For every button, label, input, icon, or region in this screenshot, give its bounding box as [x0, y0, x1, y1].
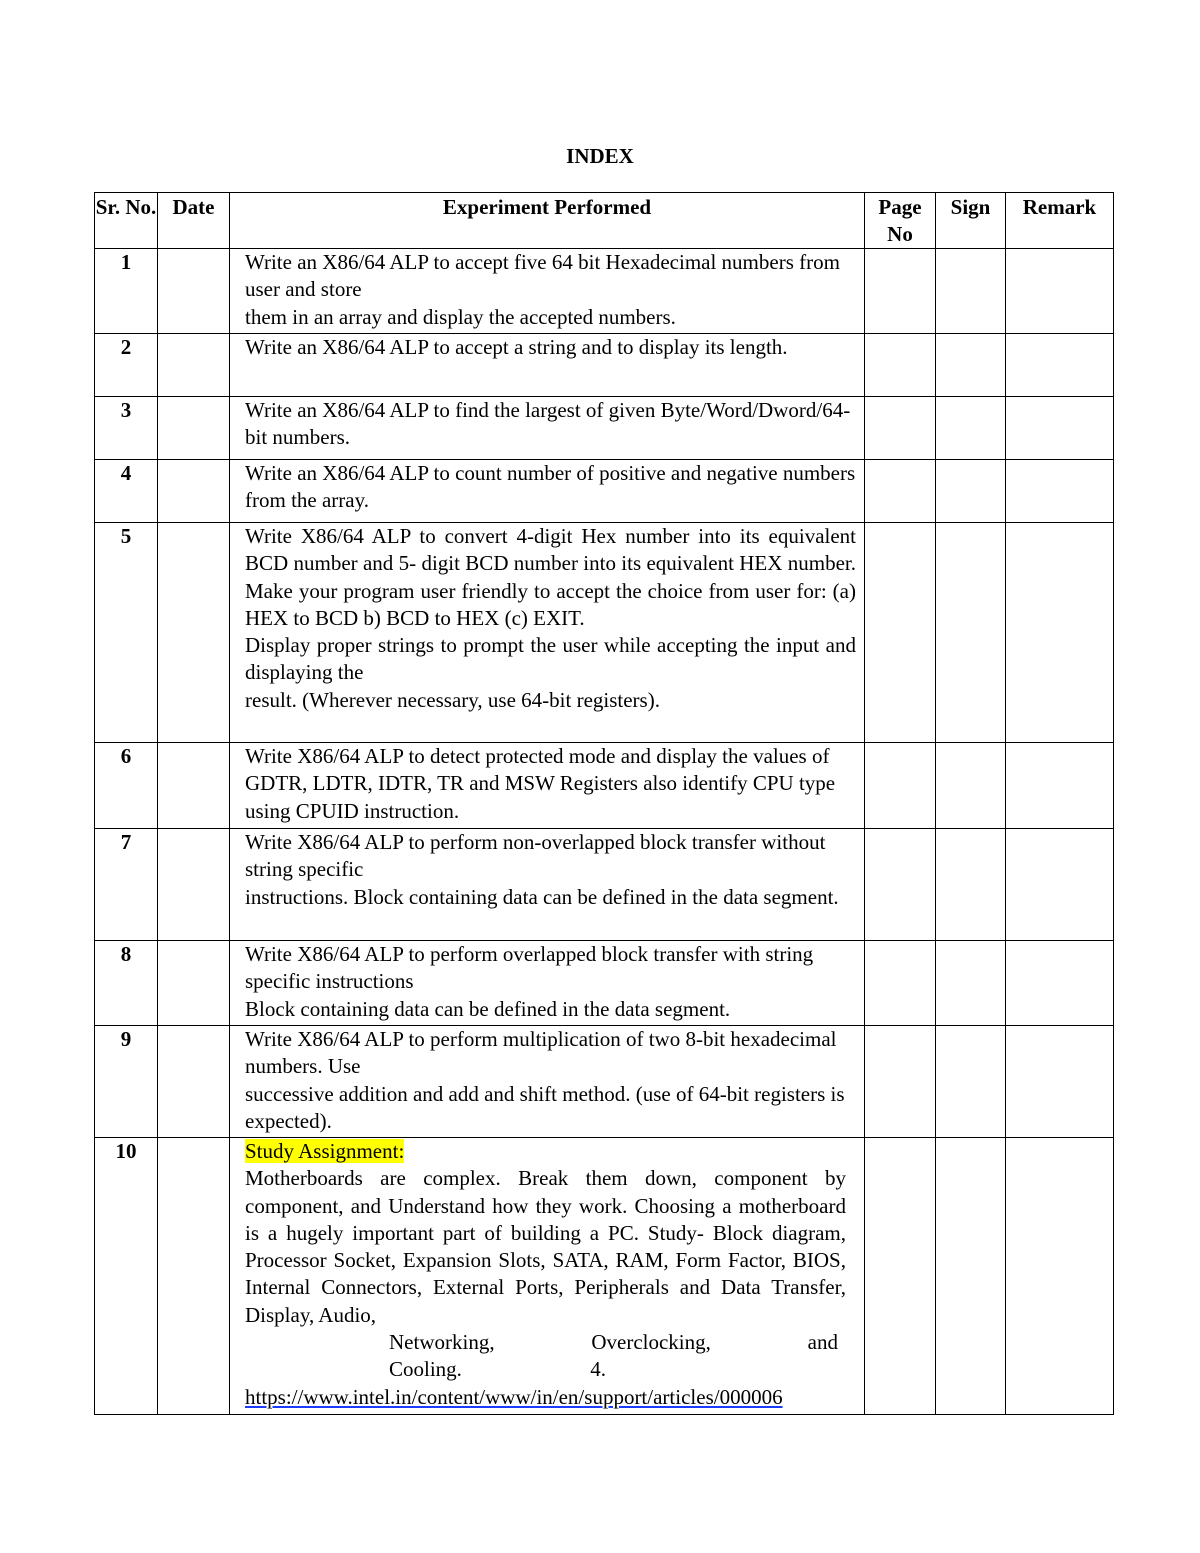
- study-assignment-topics-cont: Cooling. 4.: [389, 1357, 606, 1382]
- remark-cell: [1006, 249, 1114, 334]
- study-assignment-label: Study Assignment:: [245, 1139, 405, 1163]
- sr-no-cell: 3: [95, 397, 158, 460]
- date-cell: [158, 1138, 230, 1415]
- sign-cell: [936, 460, 1006, 523]
- experiment-text: Write X86/64 ALP to convert 4-digit Hex number into its equivalent BCD number and 5- digit BCD number into its equivalent HEX number. Make your program user friendly to accept the choice from user for: (a) HEX to BCD b) BCD to HEX (c) EXIT.: [245, 524, 856, 630]
- sr-no-cell: 1: [95, 249, 158, 334]
- page-no-cell: [865, 743, 936, 829]
- sign-cell: [936, 334, 1006, 397]
- remark-cell: [1006, 334, 1114, 397]
- date-cell: [158, 334, 230, 397]
- intel-support-link[interactable]: https://www.intel.in/content/www/in/en/support/articles/000006: [245, 1384, 783, 1409]
- sign-cell: [936, 1138, 1006, 1415]
- date-cell: [158, 829, 230, 941]
- table-row: [95, 460, 1114, 523]
- header-experiment: Experiment Performed: [230, 193, 865, 249]
- experiment-text: Write X86/64 ALP to perform multiplication of two 8-bit hexadecimal numbers. Use: [245, 1027, 837, 1079]
- page-no-cell: [865, 249, 936, 334]
- sign-cell: [936, 249, 1006, 334]
- study-assignment-topics: Networking, Overclocking, and: [389, 1330, 838, 1355]
- header-page-no: Page No: [865, 193, 936, 249]
- experiment-cell: [230, 1138, 865, 1415]
- table-row: [95, 334, 1114, 397]
- page-no-cell: [865, 829, 936, 941]
- remark-cell: [1006, 829, 1114, 941]
- experiment-text: result. (Wherever necessary, use 64-bit registers).: [245, 687, 660, 712]
- table-row: [95, 941, 1114, 1026]
- experiment-cell: [230, 249, 865, 334]
- page-no-cell: [865, 523, 936, 743]
- header-row: [95, 193, 1114, 249]
- experiment-text: successive addition and add and shift method. (use of 64-bit registers is expected).: [245, 1081, 845, 1133]
- table-row: [95, 523, 1114, 743]
- header-sign: Sign: [936, 193, 1006, 249]
- table-row: [95, 249, 1114, 334]
- sign-cell: [936, 941, 1006, 1026]
- study-assignment-body: Motherboards are complex. Break them down, component by component, and Understand how they work. Choosing a motherboard is a hugely important part of building a PC. Study- Block diagram, Processor Socket, Expansion Slots, SATA, RAM, Form Factor, BIOS, Internal Connectors, External Ports, Peripherals and Data Transfer, Display, Audio,: [245, 1166, 846, 1327]
- sr-no-cell: 2: [95, 334, 158, 397]
- table-row: [95, 1026, 1114, 1138]
- remark-cell: [1006, 460, 1114, 523]
- page-no-cell: [865, 334, 936, 397]
- sign-cell: [936, 1026, 1006, 1138]
- remark-cell: [1006, 1138, 1114, 1415]
- index-table: [94, 192, 1114, 1415]
- experiment-text: instructions. Block containing data can be defined in the data segment.: [245, 884, 839, 909]
- date-cell: [158, 460, 230, 523]
- header-date: Date: [158, 193, 230, 249]
- page-no-cell: [865, 397, 936, 460]
- header-remark: Remark: [1006, 193, 1114, 249]
- sr-no-cell: 5: [95, 523, 158, 743]
- page-no-cell: [865, 460, 936, 523]
- sign-cell: [936, 523, 1006, 743]
- remark-cell: [1006, 743, 1114, 829]
- sr-no-cell: 9: [95, 1026, 158, 1138]
- table-row: [95, 743, 1114, 829]
- experiment-cell: [230, 743, 865, 829]
- sign-cell: [936, 829, 1006, 941]
- experiment-cell: [230, 1026, 865, 1138]
- table-row: [95, 1138, 1114, 1415]
- table-row: [95, 397, 1114, 460]
- date-cell: [158, 743, 230, 829]
- date-cell: [158, 249, 230, 334]
- sign-cell: [936, 743, 1006, 829]
- experiment-cell: [230, 523, 865, 743]
- table-row: [95, 829, 1114, 941]
- experiment-cell: [230, 334, 865, 397]
- experiment-text: Write an X86/64 ALP to accept a string and to display its length.: [245, 335, 788, 359]
- sr-no-cell: 7: [95, 829, 158, 941]
- experiment-cell: [230, 941, 865, 1026]
- date-cell: [158, 523, 230, 743]
- remark-cell: [1006, 941, 1114, 1026]
- experiment-cell: [230, 397, 865, 460]
- experiment-text: Block containing data can be defined in the data segment.: [245, 996, 731, 1021]
- remark-cell: [1006, 397, 1114, 460]
- sr-no-cell: 4: [95, 460, 158, 523]
- remark-cell: [1006, 1026, 1114, 1138]
- page-title: INDEX: [566, 144, 634, 168]
- experiment-text: Write X86/64 ALP to detect protected mode and display the values of GDTR, LDTR, IDTR, TR and MSW Registers also identify CPU type using CPUID instruction.: [245, 744, 836, 823]
- page-no-cell: [865, 1138, 936, 1415]
- sr-no-cell: 8: [95, 941, 158, 1026]
- sr-no-cell: 10: [95, 1138, 158, 1415]
- sign-cell: [936, 397, 1006, 460]
- date-cell: [158, 397, 230, 460]
- sr-no-cell: 6: [95, 743, 158, 829]
- remark-cell: [1006, 523, 1114, 743]
- experiment-cell: [230, 829, 865, 941]
- experiment-text: them in an array and display the accepted numbers.: [245, 304, 676, 329]
- experiment-text: Write an X86/64 ALP to accept five 64 bit Hexadecimal numbers from user and store: [245, 250, 840, 302]
- experiment-text: Display proper strings to prompt the user while accepting the input and displaying the: [245, 633, 856, 685]
- experiment-text: Write X86/64 ALP to perform overlapped block transfer with string specific instructions: [245, 942, 814, 994]
- experiment-cell: [230, 460, 865, 523]
- experiment-text: Write an X86/64 ALP to find the largest of given Byte/Word/Dword/64-bit numbers.: [245, 398, 851, 450]
- page-no-cell: [865, 1026, 936, 1138]
- experiment-text: Write X86/64 ALP to perform non-overlapped block transfer without string specific: [245, 830, 826, 882]
- date-cell: [158, 1026, 230, 1138]
- experiment-text: Write an X86/64 ALP to count number of positive and negative numbers from the array.: [245, 461, 856, 513]
- date-cell: [158, 941, 230, 1026]
- header-sr-no: Sr. No.: [95, 193, 158, 249]
- page-no-cell: [865, 941, 936, 1026]
